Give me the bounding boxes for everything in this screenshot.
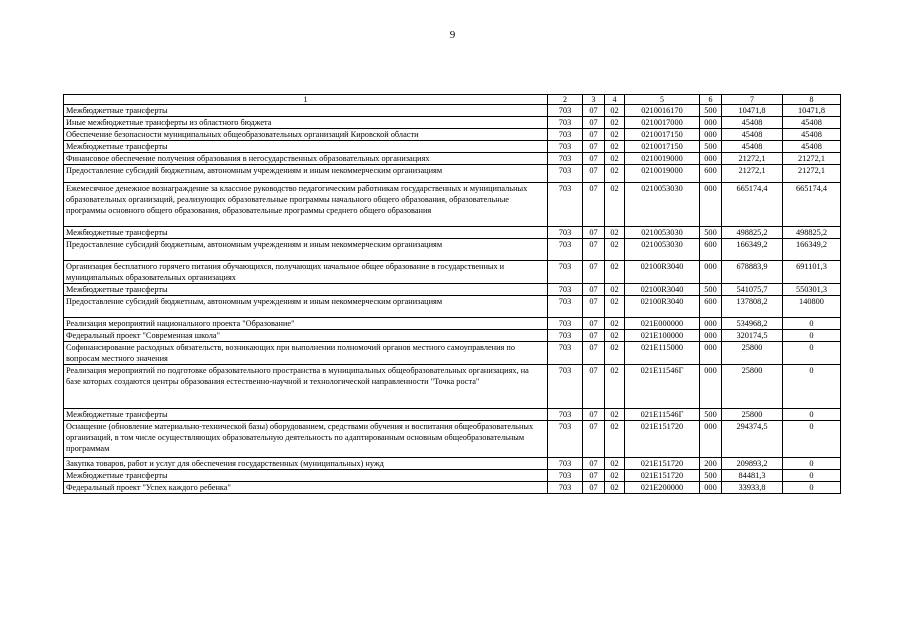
row-cell-col-8: 0 <box>783 318 841 330</box>
row-cell-col-8: 498825,2 <box>783 227 841 239</box>
row-name-cell: Реализация мероприятий национального проекта "Образование" <box>64 318 548 330</box>
row-cell-col-2: 703 <box>548 105 583 117</box>
row-cell-col-2: 703 <box>548 141 583 153</box>
row-cell-col-2: 703 <box>548 183 583 227</box>
table-row <box>64 165 841 183</box>
row-cell-col-5: 021E115000 <box>625 342 700 365</box>
header-col-3: 3 <box>583 95 605 105</box>
row-name-cell: Обеспечение безопасности муниципальных общеобразовательных организаций Кировской области <box>64 129 548 141</box>
page-number: 9 <box>449 29 456 41</box>
row-name-cell: Ежемесячное денежное вознаграждение за классное руководство педагогическим работникам государственных и муниципальных образовательных организаций, реализующих образовательные программы начального общего образования, образовательные программы основного общего образования, образовательные программы среднего общего образования <box>64 183 548 227</box>
row-cell-col-3: 07 <box>583 153 605 165</box>
row-name-cell: Иные межбюджетные трансферты из областного бюджета <box>64 117 548 129</box>
row-cell-col-7: 45408 <box>722 141 783 153</box>
row-cell-col-6: 500 <box>700 409 722 421</box>
table-row <box>64 129 841 141</box>
row-cell-col-8: 140800 <box>783 296 841 318</box>
row-cell-col-6: 000 <box>700 365 722 409</box>
row-cell-col-3: 07 <box>583 296 605 318</box>
row-cell-col-3: 07 <box>583 129 605 141</box>
row-cell-col-8: 21272,1 <box>783 165 841 183</box>
row-cell-col-3: 07 <box>583 261 605 284</box>
row-cell-col-4: 02 <box>605 342 625 365</box>
row-name-cell: Межбюджетные трансферты <box>64 284 548 296</box>
row-cell-col-3: 07 <box>583 470 605 482</box>
row-cell-col-5: 021E151720 <box>625 470 700 482</box>
table-row <box>64 261 841 284</box>
row-cell-col-2: 703 <box>548 129 583 141</box>
row-cell-col-3: 07 <box>583 330 605 342</box>
row-cell-col-5: 021E100000 <box>625 330 700 342</box>
row-cell-col-8: 0 <box>783 365 841 409</box>
row-cell-col-4: 02 <box>605 105 625 117</box>
row-cell-col-8: 0 <box>783 482 841 494</box>
row-cell-col-5: 021E200000 <box>625 482 700 494</box>
row-cell-col-8: 45408 <box>783 129 841 141</box>
table-row <box>64 365 841 409</box>
row-cell-col-6: 500 <box>700 470 722 482</box>
row-cell-col-4: 02 <box>605 141 625 153</box>
row-cell-col-4: 02 <box>605 183 625 227</box>
header-col-8: 8 <box>783 95 841 105</box>
row-cell-col-4: 02 <box>605 129 625 141</box>
row-cell-col-6: 000 <box>700 153 722 165</box>
row-cell-col-8: 166349,2 <box>783 239 841 261</box>
row-cell-col-4: 02 <box>605 318 625 330</box>
row-cell-col-2: 703 <box>548 458 583 470</box>
table-row <box>64 183 841 227</box>
row-cell-col-7: 25800 <box>722 365 783 409</box>
row-cell-col-7: 21272,1 <box>722 165 783 183</box>
row-cell-col-6: 500 <box>700 284 722 296</box>
row-cell-col-8: 0 <box>783 458 841 470</box>
row-cell-col-3: 07 <box>583 239 605 261</box>
row-cell-col-6: 000 <box>700 342 722 365</box>
table-row <box>64 239 841 261</box>
row-cell-col-8: 0 <box>783 330 841 342</box>
row-cell-col-7: 665174,4 <box>722 183 783 227</box>
row-name-cell: Предоставление субсидий бюджетным, автономным учреждениям и иным некоммерческим организациям <box>64 165 548 183</box>
table-row <box>64 153 841 165</box>
row-cell-col-6: 000 <box>700 330 722 342</box>
row-cell-col-7: 294374,5 <box>722 421 783 458</box>
row-name-cell: Реализация мероприятий по подготовке образовательного пространства в муниципальных общеобразовательных организациях, на базе которых создаются центры образования естественно-научной и технологической направленности "Точка роста" <box>64 365 548 409</box>
row-cell-col-6: 200 <box>700 458 722 470</box>
row-cell-col-2: 703 <box>548 239 583 261</box>
header-col-2: 2 <box>548 95 583 105</box>
header-col-7: 7 <box>722 95 783 105</box>
table-row <box>64 105 841 117</box>
row-cell-col-2: 703 <box>548 227 583 239</box>
row-name-cell: Финансовое обеспечение получения образования в негосударственных образовательных организациях <box>64 153 548 165</box>
row-cell-col-4: 02 <box>605 153 625 165</box>
row-cell-col-6: 600 <box>700 296 722 318</box>
table-row <box>64 342 841 365</box>
row-cell-col-5: 021E000000 <box>625 318 700 330</box>
table-row <box>64 117 841 129</box>
row-cell-col-2: 703 <box>548 470 583 482</box>
row-name-cell: Оснащение (обновление материально-технической базы) оборудованием, средствами обучения и воспитания общеобразовательных организаций, в том числе осуществляющих образовательную деятельность по адаптированным основным общеобразовательным программам <box>64 421 548 458</box>
row-cell-col-5: 021E151720 <box>625 458 700 470</box>
row-cell-col-3: 07 <box>583 105 605 117</box>
row-cell-col-4: 02 <box>605 458 625 470</box>
row-cell-col-8: 550301,3 <box>783 284 841 296</box>
budget-table <box>63 94 841 494</box>
table-row <box>64 318 841 330</box>
row-cell-col-4: 02 <box>605 296 625 318</box>
row-cell-col-7: 33933,8 <box>722 482 783 494</box>
row-cell-col-7: 320174,5 <box>722 330 783 342</box>
table-row <box>64 296 841 318</box>
row-cell-col-7: 534968,2 <box>722 318 783 330</box>
row-cell-col-8: 0 <box>783 421 841 458</box>
row-cell-col-2: 703 <box>548 482 583 494</box>
row-name-cell: Софинансирование расходных обязательств, возникающих при выполнении полномочий органов местного самоуправления по вопросам местного значения <box>64 342 548 365</box>
row-cell-col-4: 02 <box>605 330 625 342</box>
row-cell-col-6: 000 <box>700 183 722 227</box>
row-cell-col-5: 02100R3040 <box>625 261 700 284</box>
row-name-cell: Закупка товаров, работ и услуг для обеспечения государственных (муниципальных) нужд <box>64 458 548 470</box>
row-cell-col-8: 0 <box>783 342 841 365</box>
row-cell-col-5: 0210019000 <box>625 153 700 165</box>
row-cell-col-7: 541075,7 <box>722 284 783 296</box>
row-cell-col-7: 209893,2 <box>722 458 783 470</box>
header-col-6: 6 <box>700 95 722 105</box>
row-name-cell: Федеральный проект "Успех каждого ребенка" <box>64 482 548 494</box>
row-cell-col-7: 25800 <box>722 409 783 421</box>
row-cell-col-2: 703 <box>548 296 583 318</box>
row-cell-col-3: 07 <box>583 365 605 409</box>
row-cell-col-4: 02 <box>605 284 625 296</box>
row-cell-col-7: 45408 <box>722 117 783 129</box>
row-cell-col-5: 0210016170 <box>625 105 700 117</box>
row-cell-col-5: 02100R3040 <box>625 284 700 296</box>
row-cell-col-3: 07 <box>583 117 605 129</box>
row-cell-col-5: 0210053030 <box>625 227 700 239</box>
row-name-cell: Организация бесплатного горячего питания обучающихся, получающих начальное общее образование в государственных и муниципальных образовательных организациях <box>64 261 548 284</box>
row-name-cell: Межбюджетные трансферты <box>64 470 548 482</box>
row-name-cell: Межбюджетные трансферты <box>64 105 548 117</box>
table-row <box>64 284 841 296</box>
row-cell-col-7: 84481,3 <box>722 470 783 482</box>
row-cell-col-7: 678883,9 <box>722 261 783 284</box>
row-cell-col-2: 703 <box>548 421 583 458</box>
row-name-cell: Предоставление субсидий бюджетным, автономным учреждениям и иным некоммерческим организациям <box>64 296 548 318</box>
row-cell-col-2: 703 <box>548 261 583 284</box>
row-cell-col-4: 02 <box>605 227 625 239</box>
row-name-cell: Межбюджетные трансферты <box>64 141 548 153</box>
row-cell-col-8: 10471,8 <box>783 105 841 117</box>
row-cell-col-7: 10471,8 <box>722 105 783 117</box>
row-name-cell: Межбюджетные трансферты <box>64 227 548 239</box>
header-col-1: 1 <box>64 95 548 105</box>
row-cell-col-4: 02 <box>605 239 625 261</box>
row-cell-col-3: 07 <box>583 141 605 153</box>
row-cell-col-2: 703 <box>548 318 583 330</box>
row-cell-col-6: 000 <box>700 117 722 129</box>
row-cell-col-2: 703 <box>548 342 583 365</box>
row-cell-col-3: 07 <box>583 458 605 470</box>
table-row <box>64 458 841 470</box>
table-row <box>64 330 841 342</box>
row-cell-col-7: 21272,1 <box>722 153 783 165</box>
row-cell-col-8: 665174,4 <box>783 183 841 227</box>
row-cell-col-2: 703 <box>548 117 583 129</box>
row-cell-col-6: 600 <box>700 239 722 261</box>
row-cell-col-5: 0210017000 <box>625 117 700 129</box>
row-cell-col-5: 0210053030 <box>625 239 700 261</box>
row-cell-col-4: 02 <box>605 261 625 284</box>
row-cell-col-4: 02 <box>605 482 625 494</box>
table-row <box>64 421 841 458</box>
row-cell-col-3: 07 <box>583 165 605 183</box>
table-row <box>64 227 841 239</box>
row-cell-col-4: 02 <box>605 165 625 183</box>
row-cell-col-3: 07 <box>583 421 605 458</box>
row-cell-col-3: 07 <box>583 318 605 330</box>
row-cell-col-4: 02 <box>605 409 625 421</box>
row-cell-col-2: 703 <box>548 153 583 165</box>
row-cell-col-6: 500 <box>700 105 722 117</box>
row-cell-col-8: 691101,3 <box>783 261 841 284</box>
table-header-row <box>64 95 841 105</box>
row-cell-col-8: 0 <box>783 409 841 421</box>
row-cell-col-4: 02 <box>605 365 625 409</box>
row-cell-col-6: 000 <box>700 482 722 494</box>
table-row <box>64 482 841 494</box>
row-cell-col-7: 137808,2 <box>722 296 783 318</box>
row-cell-col-2: 703 <box>548 165 583 183</box>
row-cell-col-7: 25800 <box>722 342 783 365</box>
row-cell-col-5: 02100R3040 <box>625 296 700 318</box>
row-cell-col-3: 07 <box>583 482 605 494</box>
row-cell-col-5: 021E151720 <box>625 421 700 458</box>
row-cell-col-6: 500 <box>700 227 722 239</box>
row-cell-col-5: 0210017150 <box>625 129 700 141</box>
row-cell-col-8: 45408 <box>783 141 841 153</box>
row-cell-col-3: 07 <box>583 409 605 421</box>
row-cell-col-4: 02 <box>605 117 625 129</box>
table-row <box>64 141 841 153</box>
row-cell-col-6: 000 <box>700 421 722 458</box>
row-name-cell: Предоставление субсидий бюджетным, автономным учреждениям и иным некоммерческим организациям <box>64 239 548 261</box>
row-cell-col-3: 07 <box>583 183 605 227</box>
row-cell-col-7: 498825,2 <box>722 227 783 239</box>
row-cell-col-6: 000 <box>700 318 722 330</box>
row-cell-col-7: 166349,2 <box>722 239 783 261</box>
row-cell-col-4: 02 <box>605 470 625 482</box>
row-cell-col-2: 703 <box>548 330 583 342</box>
header-col-4: 4 <box>605 95 625 105</box>
row-cell-col-7: 45408 <box>722 129 783 141</box>
row-cell-col-8: 45408 <box>783 117 841 129</box>
row-cell-col-6: 500 <box>700 141 722 153</box>
row-cell-col-4: 02 <box>605 421 625 458</box>
row-cell-col-8: 21272,1 <box>783 153 841 165</box>
row-cell-col-2: 703 <box>548 284 583 296</box>
table-row <box>64 409 841 421</box>
row-cell-col-3: 07 <box>583 227 605 239</box>
row-cell-col-5: 0210017150 <box>625 141 700 153</box>
row-cell-col-5: 0210053030 <box>625 183 700 227</box>
row-cell-col-5: 021E11546Г <box>625 409 700 421</box>
header-col-5: 5 <box>625 95 700 105</box>
table-row <box>64 470 841 482</box>
row-cell-col-6: 600 <box>700 165 722 183</box>
row-cell-col-2: 703 <box>548 365 583 409</box>
row-cell-col-2: 703 <box>548 409 583 421</box>
row-cell-col-6: 000 <box>700 261 722 284</box>
row-cell-col-8: 0 <box>783 470 841 482</box>
row-cell-col-5: 021E11546Г <box>625 365 700 409</box>
row-cell-col-5: 0210019000 <box>625 165 700 183</box>
row-cell-col-3: 07 <box>583 284 605 296</box>
row-cell-col-6: 000 <box>700 129 722 141</box>
row-name-cell: Межбюджетные трансферты <box>64 409 548 421</box>
row-cell-col-3: 07 <box>583 342 605 365</box>
row-name-cell: Федеральный проект "Современная школа" <box>64 330 548 342</box>
